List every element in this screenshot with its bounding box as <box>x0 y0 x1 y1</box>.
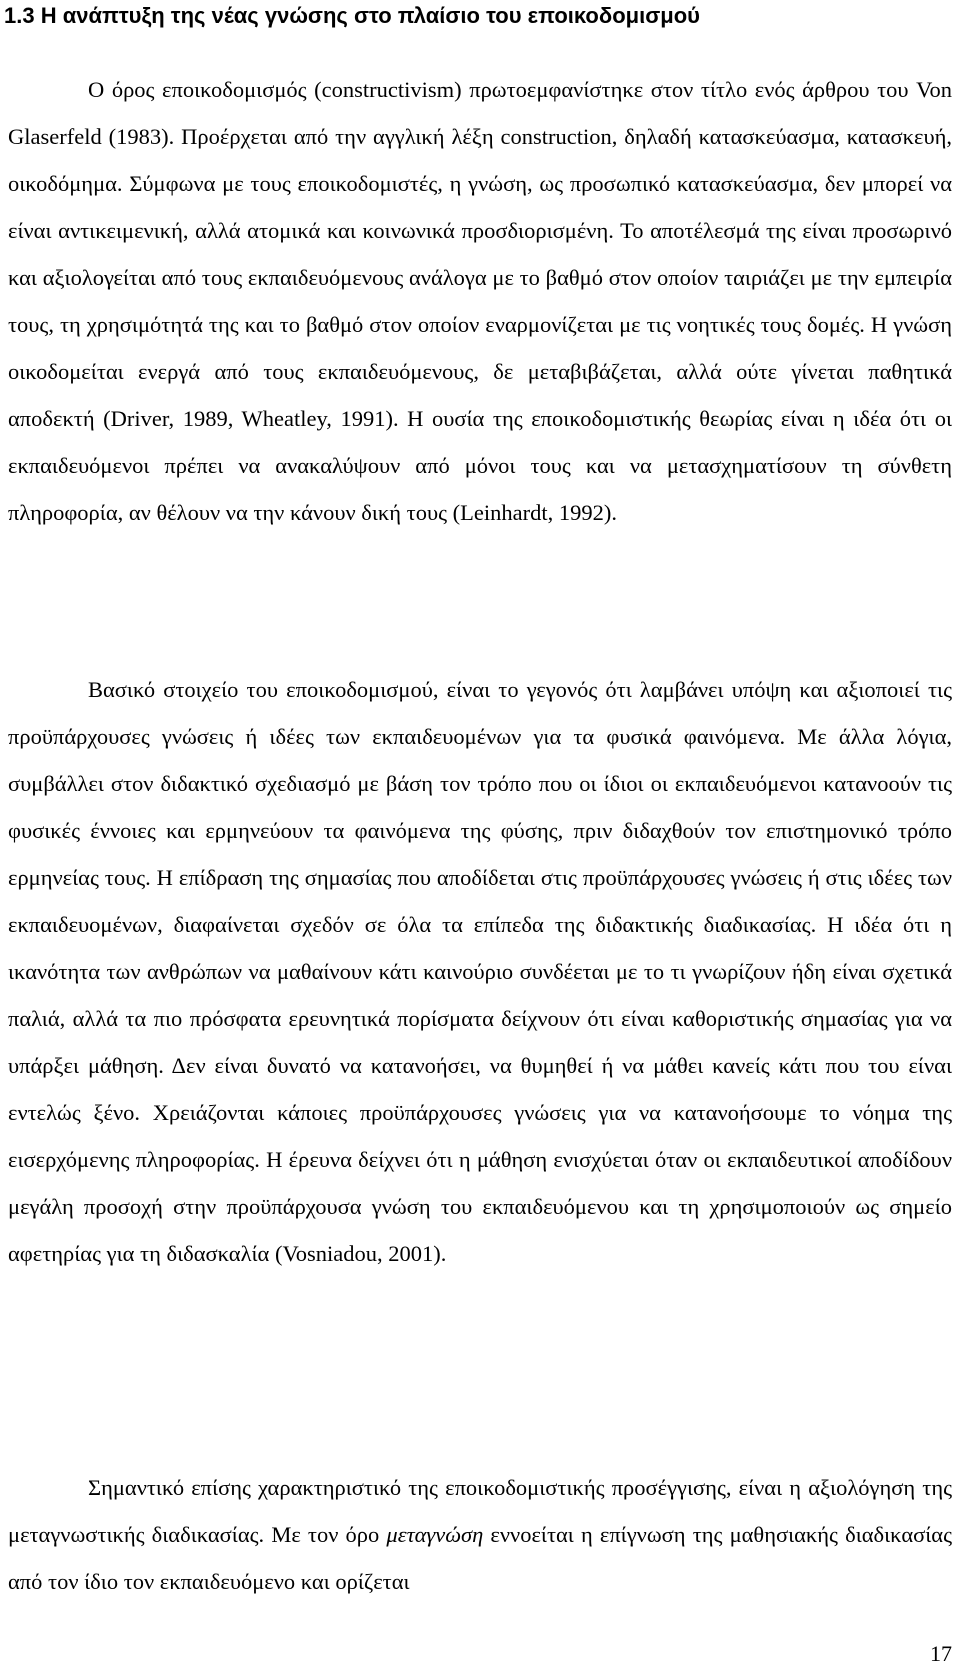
paragraph-text: Ο όρος εποικοδομισμός (constructivism) πρωτοεμφανίστηκε στον τίτλο ενός άρθρου του Von Glaserfeld (1983). Προέρχεται από την αγγλική λέξη construction, δηλαδή κατασκεύασμα, κατασκευή, οικοδόμημα. Σύμφωνα με τους εποικοδομιστές, η γνώση, ως προσωπικό κατασκεύασμα, δεν μπορεί να είναι αντικειμενική, αλλά ατομικά και κοινωνικά προσδιορισμένη. Το αποτέλεσμά της είναι προσωρινό και αξιολογείται από τους εκπαιδευόμενους ανάλογα με το βαθμό στον οποίον ταιριάζει με την εμπειρία τους, τη χρησιμότητά της και το βαθμό στον οποίον εναρμονίζεται με τις νοητικές τους δομές. Η γνώση οικοδομείται ενεργά από τους εκπαιδευόμενους, δε μεταβιβάζεται, αλλά ούτε γίνεται παθητικά αποδεκτή (Driver, 1989, Wheatley, 1991). Η ουσία της εποικοδομιστικής θεωρίας είναι η ιδέα ότι οι εκπαιδευόμενοι πρέπει να ανακαλύψουν από μόνοι τους και να μετασχηματίσουν τη σύνθετη πληροφορία, αν θέλουν να την κάνουν δική τους (Leinhardt, 1992). <box>8 77 952 525</box>
paragraph-constructivism-definition <box>8 66 952 536</box>
section-heading: 1.3 Η ανάπτυξη της νέας γνώσης στο πλαίσιο του εποικοδομισμού <box>4 3 700 28</box>
paragraph-text: Βασικό στοιχείο του εποικοδομισμού, είναι το γεγονός ότι λαμβάνει υπόψη και αξιοποιεί τις προϋπάρχουσες γνώσεις ή ιδέες των εκπαιδευομένων για τα φυσικά φαινόμενα. Με άλλα λόγια, συμβάλλει στον διδακτικό σχεδιασμό με βάση τον τρόπο που οι ίδιοι οι εκπαιδευόμενοι κατανοούν τις φυσικές έννοιες και ερμηνεύουν τα φαινόμενα της φύσης, πριν διδαχθούν τον επιστημονικό τρόπο ερμηνείας τους. Η επίδραση της σημασίας που αποδίδεται στις προϋπάρχουσες γνώσεις ή στις ιδέες των εκπαιδευομένων, διαφαίνεται σχεδόν σε όλα τα επίπεδα της διδακτικής διαδικασίας. Η ιδέα ότι η ικανότητα των ανθρώπων να μαθαίνουν κάτι καινούριο συνδέεται με το τι γνωρίζουν ήδη είναι σχετικά παλιά, αλλά τα πιο πρόσφατα ερευνητικά πορίσματα δείχνουν ότι είναι καθοριστικής σημασίας για να υπάρξει μάθηση. Δεν είναι δυνατό να κατανοήσει, να θυμηθεί ή να μάθει κανείς κάτι που του είναι εντελώς ξένο. Χρειάζονται κάποιες προϋπάρχουσες γνώσεις για να κατανοήσουμε το νόημα της εισερχόμενης πληροφορίας. Η έρευνα δείχνει ότι η μάθηση ενισχύεται όταν οι εκπαιδευτικοί αποδίδουν μεγάλη προσοχή στην προϋπάρχουσα γνώση του εκπαιδευόμενου και τη χρησιμοποιούν ως σημείο αφετηρίας για τη διδασκαλία (Vosniadou, 2001). <box>8 677 952 1266</box>
page-number: 17 <box>930 1641 952 1666</box>
italic-term: μεταγνώση <box>386 1522 484 1547</box>
paragraph-prior-knowledge <box>8 666 952 1277</box>
paragraph-metacognition <box>8 1464 952 1605</box>
paragraph-text-before-term: Σημαντικό επίσης χαρακτηριστικό της εποικοδομιστικής προσέγγισης, είναι η αξιολόγηση της μεταγνωστικής διαδικασίας. Με τον όρο <box>8 1475 952 1547</box>
paragraph-text-after-term: εννοείται η επίγνωση της μαθησιακής διαδικασίας από τον ίδιο τον εκπαιδευόμενο και ορίζεται <box>8 1522 952 1594</box>
